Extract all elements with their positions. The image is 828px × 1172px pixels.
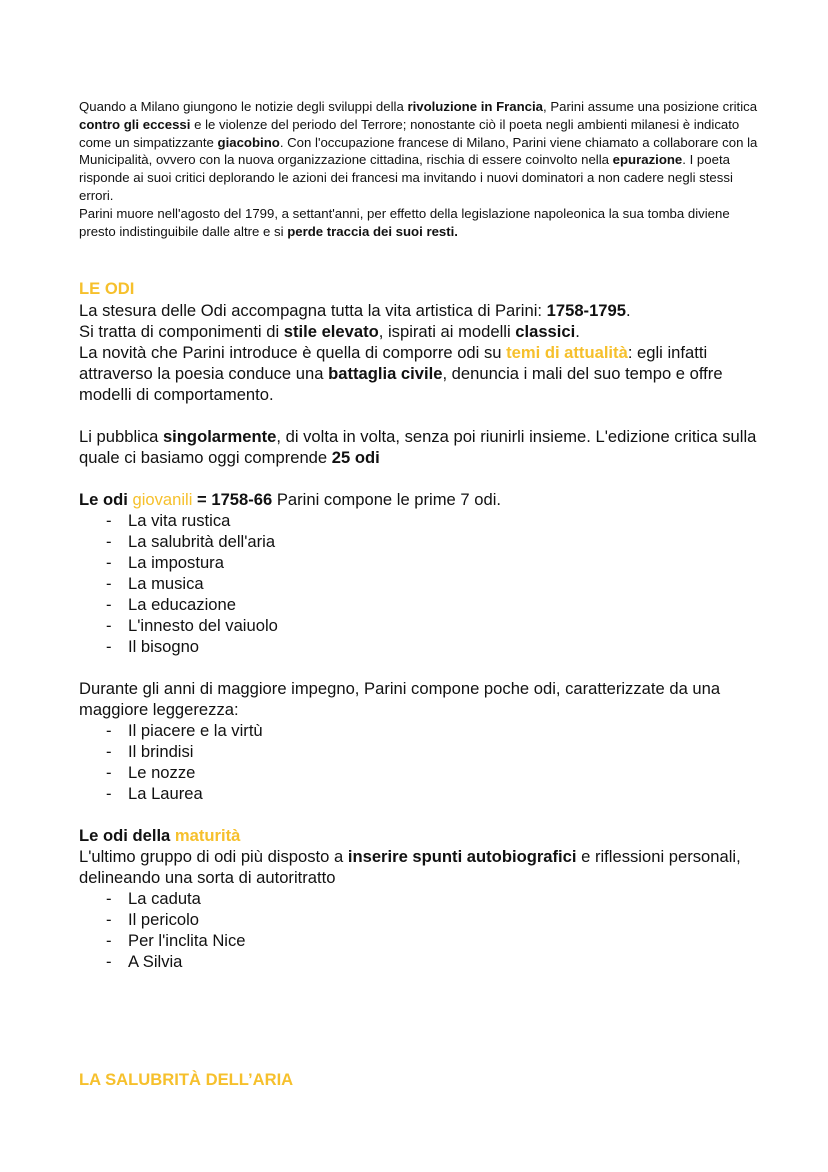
text-run: giacobino bbox=[217, 134, 280, 150]
odi-paragraph-publication bbox=[79, 426, 779, 468]
text-run: La stesura delle Odi accompagna tutta la vita artistica di Parini: bbox=[79, 301, 547, 320]
text-run: : egli infatti attraverso la poesia conduce una bbox=[79, 343, 708, 383]
text-run: Parini muore nell'agosto del 1799, a settant'anni, per effetto della legislazione napoleonica la sua tomba diviene presto indistinguibile dalle altre e si bbox=[79, 205, 730, 239]
section-heading-salubrita: LA SALUBRITÀ DELL’ARIA bbox=[79, 1070, 294, 1089]
list-item: - Il pericolo bbox=[106, 909, 779, 930]
text-run: inserire spunti autobiografici bbox=[347, 847, 577, 866]
text-run: epurazione bbox=[612, 152, 683, 168]
list-item: - L'innesto del vaiuolo bbox=[106, 615, 779, 636]
text-run: Quando a Milano giungono le notizie degli sviluppi della bbox=[79, 99, 408, 114]
text-run: classici bbox=[515, 322, 576, 341]
text-run: Parini compone le prime 7 odi. bbox=[272, 490, 501, 509]
giovanili-heading bbox=[79, 489, 779, 510]
text-run: , di volta in volta, senza poi riunirli insieme. L'edizione critica sulla quale ci basiamo oggi comprende bbox=[79, 427, 757, 467]
list-item: - La musica bbox=[106, 573, 779, 594]
text-run: e le violenze del periodo del Terrore; nonostante ciò il poeta negli ambienti milanesi è indicato come un simpatizzante bbox=[79, 116, 740, 150]
maturita-heading bbox=[79, 825, 779, 846]
text-run: , Parini assume una posizione critica bbox=[543, 99, 758, 114]
text-run: , denuncia i mali del suo tempo e offre modelli di comportamento. bbox=[79, 364, 723, 404]
text-run: , ispirati ai modelli bbox=[378, 322, 516, 341]
impegno-paragraph: Durante gli anni di maggiore impegno, Parini compone poche odi, caratterizzate da una maggiore leggerezza: bbox=[79, 679, 721, 719]
list-item: - Le nozze bbox=[106, 762, 779, 783]
odi-paragraph-timeline bbox=[79, 300, 779, 321]
text-run: contro gli eccessi bbox=[79, 116, 191, 132]
text-run: battaglia civile bbox=[328, 364, 443, 383]
text-run: Le odi della bbox=[79, 826, 175, 845]
list-item: - La impostura bbox=[106, 552, 779, 573]
text-run: e riflessioni personali, delineando una sorta di autoritratto bbox=[79, 847, 741, 887]
intro-paragraph-death bbox=[79, 205, 759, 241]
maturita-list bbox=[79, 888, 779, 972]
text-run: = 1758-66 bbox=[192, 490, 273, 509]
text-run: perde traccia dei suoi resti. bbox=[287, 223, 458, 239]
text-run: . bbox=[575, 322, 580, 341]
list-item: - La vita rustica bbox=[106, 510, 779, 531]
list-item: - La Laurea bbox=[106, 783, 779, 804]
text-run: L'ultimo gruppo di odi più disposto a bbox=[79, 847, 348, 866]
section-heading-le-odi: LE ODI bbox=[79, 279, 135, 298]
list-item: - Il piacere e la virtù bbox=[106, 720, 779, 741]
text-run: Le odi bbox=[79, 490, 133, 509]
odi-paragraph-style bbox=[79, 321, 779, 342]
text-run: maturità bbox=[174, 826, 241, 845]
list-item: - La educazione bbox=[106, 594, 779, 615]
intro-paragraph-revolution bbox=[79, 98, 759, 205]
text-run: La novità che Parini introduce è quella di comporre odi su bbox=[79, 343, 507, 362]
list-item: - La caduta bbox=[106, 888, 779, 909]
list-item: - Il brindisi bbox=[106, 741, 779, 762]
text-run: . Con l'occupazione francese di Milano, Parini viene chiamato a collaborare con la Municipalità, ovvero con la nuova organizzazione cittadina, rischia di essere coinvolto nella bbox=[79, 134, 758, 168]
text-run: temi di attualità bbox=[506, 343, 628, 362]
list-item: - A Silvia bbox=[106, 951, 779, 972]
list-item: - La salubrità dell'aria bbox=[106, 531, 779, 552]
text-run: 25 odi bbox=[331, 448, 380, 467]
text-run: 1758-1795 bbox=[546, 301, 626, 320]
odi-paragraph-novelty bbox=[79, 342, 779, 405]
maturita-paragraph bbox=[79, 846, 779, 888]
list-item: - Il bisogno bbox=[106, 636, 779, 657]
text-run: rivoluzione in Francia bbox=[407, 99, 544, 114]
odi-main-section bbox=[79, 278, 779, 972]
text-run: giovanili bbox=[132, 490, 193, 509]
text-run: . bbox=[626, 301, 631, 320]
text-run: . I poeta risponde ai suoi critici deplorando le azioni dei francesi ma invitando i nuovi dominatori a non cadere negli stessi errori. bbox=[79, 152, 733, 203]
text-run: stile elevato bbox=[283, 322, 379, 341]
text-run: Si tratta di componimenti di bbox=[79, 322, 284, 341]
text-run: singolarmente bbox=[162, 427, 277, 446]
giovanili-list bbox=[79, 510, 779, 657]
text-run: Li pubblica bbox=[79, 427, 163, 446]
impegno-list bbox=[79, 720, 779, 804]
intro-section bbox=[79, 98, 759, 240]
list-item: - Per l'inclita Nice bbox=[106, 930, 779, 951]
